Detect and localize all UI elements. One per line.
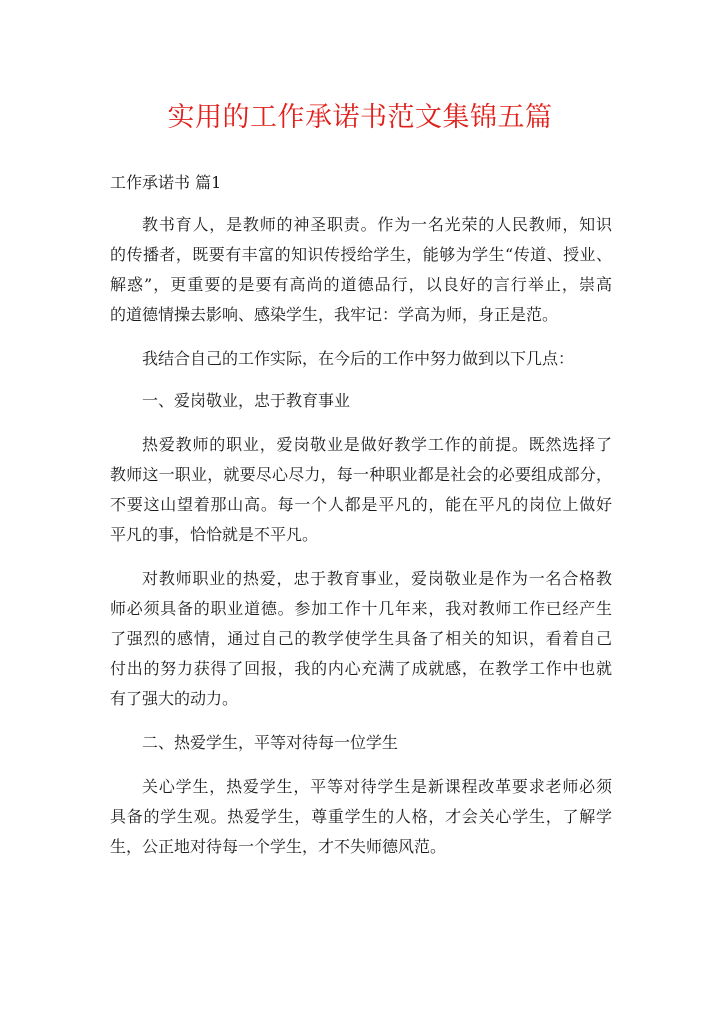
subheading xyxy=(110,728,612,758)
paragraph-line: 生，公正地对待每一个学生，才不失师德风范。 xyxy=(110,837,447,856)
paragraph-line: 教书育人，是教师的神圣职责。作为一名光荣的人民教师，知识 xyxy=(142,215,612,234)
subheading-line: 一、爱岗敬业，忠于教育事业 xyxy=(142,391,351,410)
paragraph-line: 对教师职业的热爱，忠于教育事业，爱岗敬业是作为一名合格教 xyxy=(142,569,612,588)
subheading-line: 二、热爱学生，平等对待每一位学生 xyxy=(142,733,399,752)
paragraph-line: 了强烈的感情，通过自己的教学使学生具备了相关的知识，看着自己 xyxy=(110,629,612,648)
paragraph-line: 具备的学生观。热爱学生，尊重学生的人格，才会关心学生，了解学 xyxy=(110,807,612,826)
paragraph-line: 不要这山望着那山高。每一个人都是平凡的，能在平凡的岗位上做好 xyxy=(110,495,612,514)
paragraph-line: 教师这一职业，就要尽心尽力，每一种职业都是社会的必要组成部分， xyxy=(110,465,612,484)
paragraph-line: 我结合自己的工作实际，在今后的工作中努力做到以下几点： xyxy=(142,349,575,368)
paragraph-line: 解惑”，更重要的是要有高尚的道德品行，以良好的言行举止，崇高 xyxy=(110,275,612,294)
paragraph-line: 师必须具备的职业道德。参加工作十几年来，我对教师工作已经产生 xyxy=(110,599,612,618)
paragraph xyxy=(110,430,612,550)
paragraph-line: 关心学生，热爱学生，平等对待学生是新课程改革要求老师必须 xyxy=(142,777,612,796)
paragraph-line: 有了强大的动力。 xyxy=(110,689,239,708)
paragraph-line: 平凡的事，恰恰就是不平凡。 xyxy=(110,525,319,544)
paragraph-line: 热爱教师的职业，爱岗敬业是做好教学工作的前提。既然选择了 xyxy=(142,435,612,454)
paragraph-line: 的道德情操去影响、感染学生，我牢记：学高为师，身正是范。 xyxy=(110,305,559,324)
paragraph-line: 的传播者，既要有丰富的知识传授给学生，能够为学生“传道、授业、 xyxy=(110,245,612,264)
paragraph xyxy=(110,564,612,714)
document-body xyxy=(110,168,612,862)
paragraph xyxy=(110,210,612,330)
subheading xyxy=(110,386,612,416)
document-title: 实用的工作承诺书范文集锦五篇 xyxy=(167,102,553,133)
paragraph-line: 付出的努力获得了回报，我的内心充满了成就感，在教学工作中也就 xyxy=(110,659,612,678)
section-heading: 工作承诺书 篇1 xyxy=(110,173,222,192)
paragraph xyxy=(110,772,612,862)
paragraph xyxy=(110,344,612,374)
